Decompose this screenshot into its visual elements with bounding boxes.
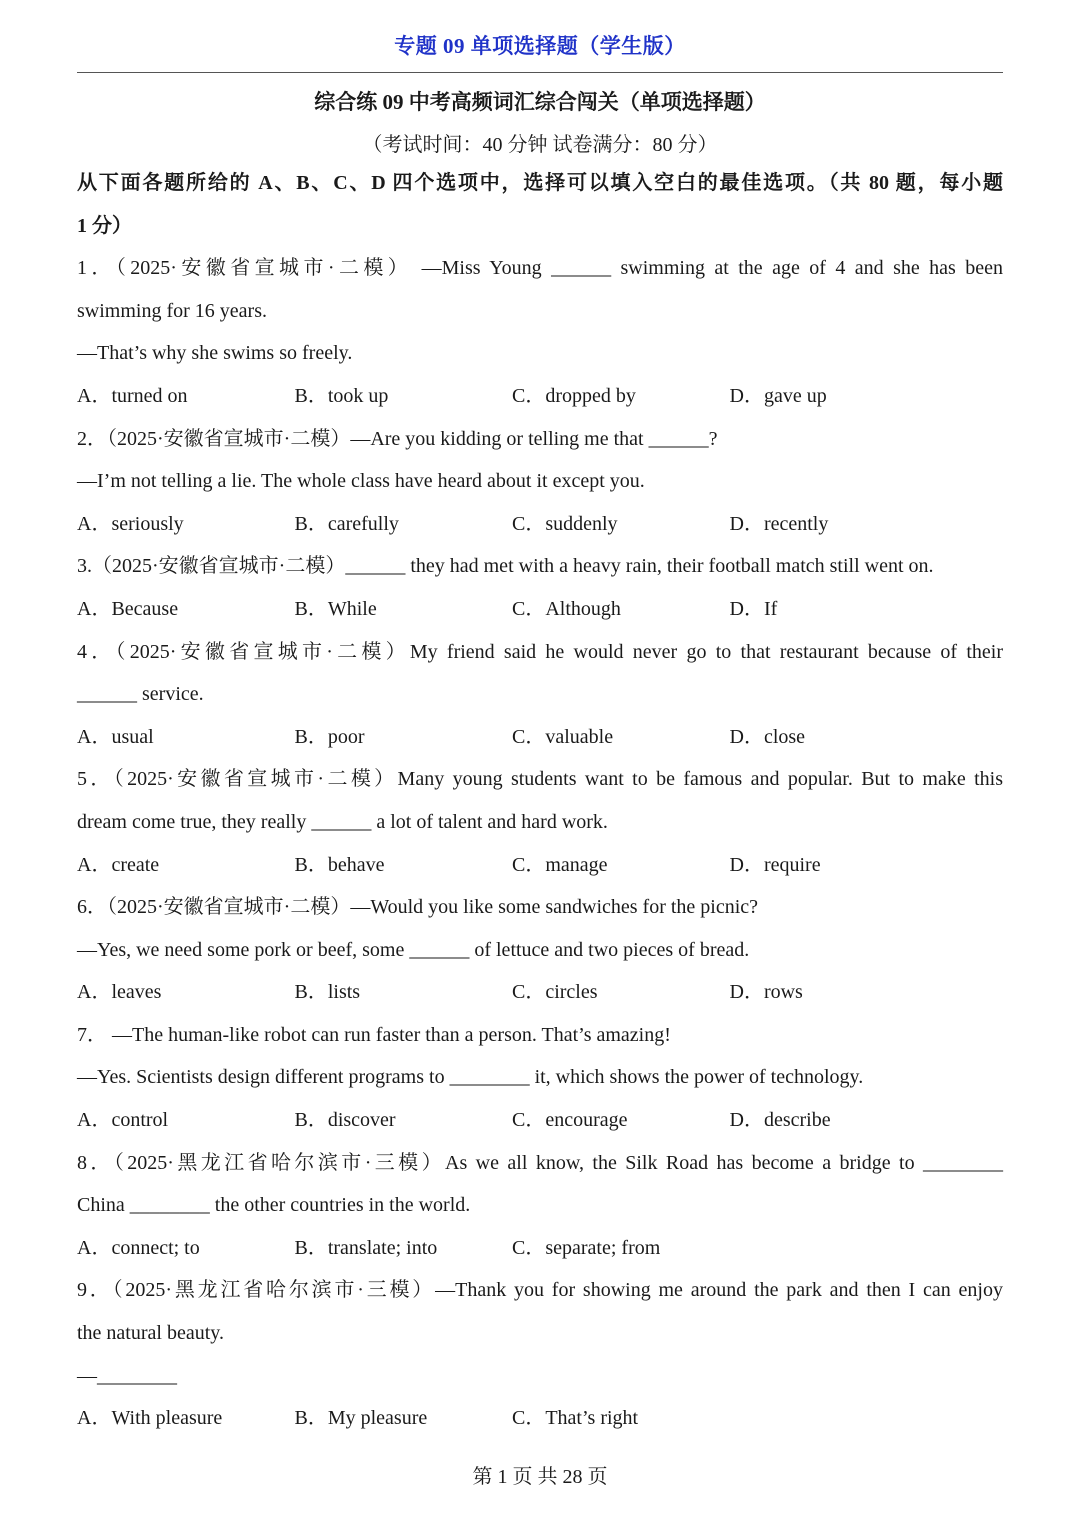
answer-option: B．My pleasure [294, 1407, 428, 1430]
answer-option: B．poor [294, 725, 365, 748]
answer-option: B．lists [294, 981, 361, 1004]
question-item [77, 631, 1003, 759]
question-line: 8．（2025·黑龙江省哈尔滨市·三模）As we all know, the Silk Road has become a bridge to ________ [77, 1151, 1003, 1174]
answer-option: B．While [294, 597, 377, 620]
answer-option: B．behave [294, 853, 385, 876]
question-item [77, 1014, 1003, 1142]
question-item [77, 1142, 1003, 1270]
instructions-line: 1 分） [77, 214, 132, 237]
question-line: 1．（2025·安徽省宣城市·二模） —Miss Young ______ swimming at the age of 4 and she has been [77, 257, 1003, 280]
question-line: 9．（2025·黑龙江省哈尔滨市·三模）—Thank you for showing me around the park and then I can enjoy [77, 1279, 1003, 1302]
answer-option: A．leaves [77, 981, 162, 1004]
answer-option: C．suddenly [512, 512, 618, 535]
question-line: ______ service. [77, 683, 204, 706]
answer-option: C．valuable [512, 725, 614, 748]
option-row [77, 1099, 1003, 1142]
question-line: 3.（2025·安徽省宣城市·二模）______ they had met with a heavy rain, their football match still went on. [77, 555, 934, 578]
question-item [77, 886, 1003, 1014]
answer-option: C．dropped by [512, 384, 636, 407]
option-row [77, 1227, 1003, 1270]
answer-option: D．require [729, 853, 821, 876]
answer-option: C．circles [512, 981, 598, 1004]
answer-option: A．With pleasure [77, 1407, 223, 1430]
question-line: —I’m not telling a lie. The whole class have heard about it except you. [77, 470, 645, 493]
option-row [77, 716, 1003, 759]
answer-option: C．separate; from [512, 1236, 661, 1259]
option-row [77, 375, 1003, 418]
question-line: swimming for 16 years. [77, 299, 267, 322]
question-line: —Yes. Scientists design different programs to ________ it, which shows the power of technology. [77, 1066, 864, 1089]
question-item [77, 758, 1003, 886]
answer-option: D．gave up [729, 384, 827, 407]
option-row [77, 971, 1003, 1014]
question-body [77, 162, 1003, 1440]
answer-option: C．manage [512, 853, 608, 876]
question-item [77, 1269, 1003, 1439]
question-line: dream come true, they really ______ a lot of talent and hard work. [77, 810, 608, 833]
answer-option: D．recently [729, 512, 829, 535]
answer-option: A．Because [77, 597, 179, 620]
question-item [77, 545, 1003, 630]
option-row [77, 1397, 1003, 1440]
answer-option: A．create [77, 853, 160, 876]
exam-title: 综合练 09 中考高频词汇综合闯关（单项选择题） [314, 90, 766, 114]
answer-option: C．encourage [512, 1109, 628, 1132]
question-line: 4．（2025·安徽省宣城市·二模）My friend said he would never go to that restaurant because of their [77, 640, 1003, 663]
instructions-line: 从下面各题所给的 A、B、C、D 四个选项中，选择可以填入空白的最佳选项。（共 80 题，每小题 [77, 172, 1003, 194]
answer-option: D．rows [729, 981, 803, 1004]
answer-option: B．translate; into [294, 1236, 438, 1259]
exam-meta: （考试时间：40 分钟 试卷满分：80 分） [362, 134, 718, 156]
question-line: China ________ the other countries in the world. [77, 1194, 471, 1217]
answer-option: C．That’s right [512, 1407, 639, 1430]
question-item [77, 247, 1003, 417]
document-header-title: 专题 09 单项选择题（学生版） [394, 34, 686, 58]
answer-option: B．carefully [294, 512, 399, 535]
option-row [77, 588, 1003, 631]
answer-option: B．took up [294, 384, 389, 407]
question-line: —Yes, we need some pork or beef, some ______ of lettuce and two pieces of bread. [77, 938, 750, 961]
answer-option: A．seriously [77, 512, 184, 535]
question-line: 6．（2025·安徽省宣城市·二模）—Would you like some sandwiches for the picnic? [77, 896, 759, 919]
option-row [77, 503, 1003, 546]
question-line: 2．（2025·安徽省宣城市·二模）—Are you kidding or telling me that ______? [77, 427, 718, 450]
question-line: 7． —The human-like robot can run faster than a person. That’s amazing! [77, 1023, 671, 1046]
answer-option: D．If [729, 597, 778, 620]
answer-option: A．control [77, 1109, 169, 1132]
answer-option: A．turned on [77, 384, 188, 407]
answer-option: D．describe [729, 1109, 831, 1132]
answer-option: D．close [729, 725, 806, 748]
question-item [77, 418, 1003, 546]
question-line: the natural beauty. [77, 1322, 224, 1345]
answer-option: A．usual [77, 725, 154, 748]
answer-option: B．discover [294, 1109, 396, 1132]
question-line: —That’s why she swims so freely. [77, 342, 353, 365]
question-line: —________ [77, 1364, 177, 1387]
header-rule [77, 72, 1003, 73]
answer-option: A．connect; to [77, 1236, 200, 1259]
answer-option: C．Although [512, 597, 621, 620]
question-list [77, 247, 1003, 1440]
option-row [77, 844, 1003, 887]
page-footer: 第 1 页 共 28 页 [472, 1466, 608, 1488]
question-line: 5．（2025·安徽省宣城市·二模）Many young students want to be famous and popular. But to make this [77, 768, 1003, 791]
